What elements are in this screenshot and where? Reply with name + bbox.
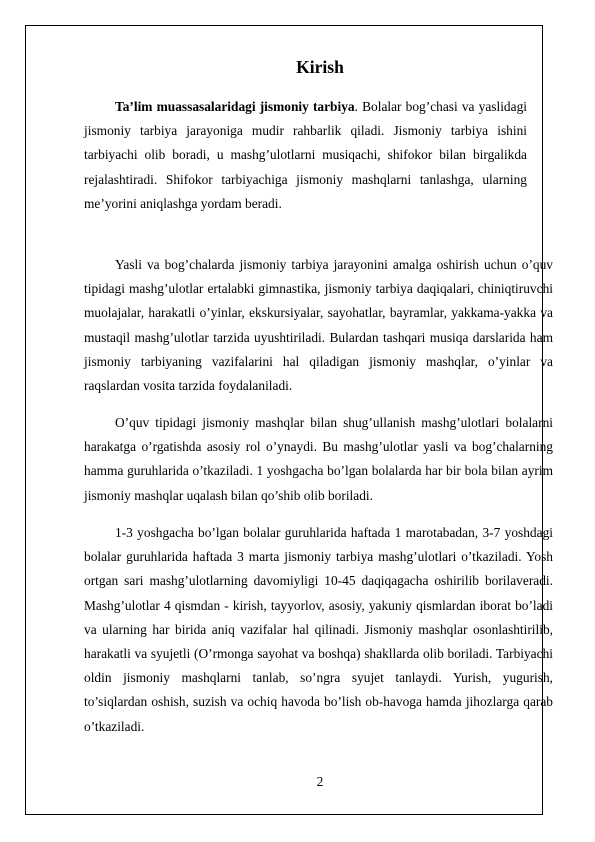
- paragraph-4: 1-3 yoshgacha bo’lgan bolalar guruhlarida haftada 1 marotabadan, 3-7 yoshdagi bolalar guruhlarida haftada 3 marta jismoniy tarbiya mashg’ulotlari o’tkaziladi. Yosh ortgan sari mashg’ulotlarning davomiyligi 10-45 daqiqagacha oshirilib borilaveradi. Mashg’ulotlar 4 qismdan - kirish, tayyorlov, asosiy, yakuniy qismlardan iborat bo’ladi va ularning har birida aniq vazifalar hal qilinadi. Jismoniy mashqlar osonlashtirilib, harakatli va syujetli (O’rmonga sayohat va boshqa) shakllarda olib boriladi. Tarbiyachi oldin jismoniy mashqlarni tanlab, so’ngra syujet tanlaydi. Yurish, yugurish, to’siqlardan oshish, suzish va ochiq havoda bo’lish ob-havoga hamda jihozlarga qarab o’tkaziladi.: [84, 525, 553, 734]
- page-number: 2: [316, 774, 324, 789]
- paragraph-1-lead: Ta’lim muassasalaridagi jismoniy tarbiya: [115, 99, 355, 114]
- paragraph-3: O’quv tipidagi jismoniy mashqlar bilan shug’ullanish mashg’ulotlari bolalarni harakatga o’rgatishda asosiy rol o’ynaydi. Bu mashg’ulotlar yasli va bog’chalarning hamma guruhlarida o’tkaziladi. 1 yoshgacha bo’lgan bolalarda har bir bola bilan ayrim jismoniy mashqlar uqalash bilan qo’shib olib boriladi.: [84, 415, 553, 503]
- paragraph-1-text: . Bolalar bog’chasi va yaslidagi jismoniy tarbiya jarayoniga mudir rahbarlik qiladi. Jismoniy tarbiya ishini tarbiyachi olib boradi, u mashg’ulotlarni musiqachi, shifokor bilan birgalikda rejalashtiradi. Shifokor tarbiyachiga jismoniy mashqlarni tanlashga, ularning me’yorini aniqlashga yordam beradi.: [84, 99, 527, 211]
- paragraph-1: [84, 95, 527, 216]
- paragraph-2: Yasli va bog’chalarda jismoniy tarbiya jarayonini amalga oshirish uchun o’quv tipidagi mashg’ulotlar ertalabki gimnastika, jismoniy tarbiya daqiqalari, chiniqtiruvchi muolajalar, harakatli o’yinlar, ekskursiyalar, sayohatlar, bayramlar, yakkama-yakka va mustaqil mashg’ulotlar tarzida uyushtiriladi. Bulardan tashqari musiqa darslarida ham jismoniy tarbiyaning vazifalarini hal qiladigan jismoniy mashqlar, o’yinlar va raqslardan vosita tarzida foydalaniladi.: [84, 257, 553, 394]
- document-title: Kirish: [296, 57, 344, 77]
